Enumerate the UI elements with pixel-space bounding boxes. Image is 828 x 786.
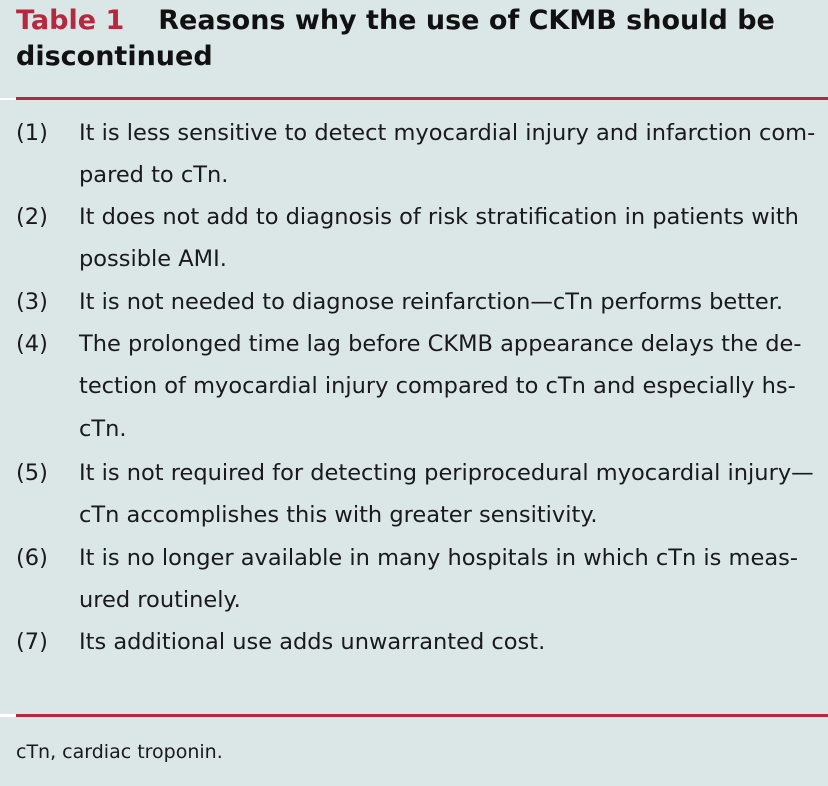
item-number: (5)	[16, 460, 48, 486]
item-number: (1)	[16, 120, 48, 146]
item-text: It is not needed to diagnose reinfarction—cTn performs better.	[79, 289, 784, 315]
item-text: tection of myocardial injury compared to cTn and especially hs-	[79, 373, 796, 399]
item-text: It is less sensitive to detect myocardial injury and infarction com-	[79, 120, 816, 146]
item-text: cTn.	[79, 416, 127, 442]
item-number: (4)	[16, 331, 48, 357]
item-number: (3)	[16, 289, 48, 315]
item-number: (7)	[16, 629, 48, 655]
item-text: ured routinely.	[79, 587, 241, 613]
item-text: It is no longer available in many hospitals in which cTn is meas-	[79, 545, 798, 571]
footnote: cTn, cardiac troponin.	[16, 741, 223, 763]
item-number: (2)	[16, 204, 48, 230]
item-text: The prolonged time lag before CKMB appearance delays the de-	[79, 331, 802, 357]
item-number: (6)	[16, 545, 48, 571]
table-title	[16, 4, 775, 38]
table-title-continuation: discontinued	[16, 41, 213, 72]
item-text: It does not add to diagnosis of risk stratification in patients with	[79, 204, 799, 230]
table-label: Table 1	[16, 5, 125, 36]
item-text: possible AMI.	[79, 246, 227, 272]
item-text: It is not required for detecting periprocedural myocardial injury—	[79, 460, 814, 486]
item-text: Its additional use adds unwarranted cost.	[79, 629, 546, 655]
item-text: pared to cTn.	[79, 162, 229, 188]
item-text: cTn accomplishes this with greater sensitivity.	[79, 502, 598, 528]
table-title-text: Reasons why the use of CKMB should be	[158, 5, 775, 36]
